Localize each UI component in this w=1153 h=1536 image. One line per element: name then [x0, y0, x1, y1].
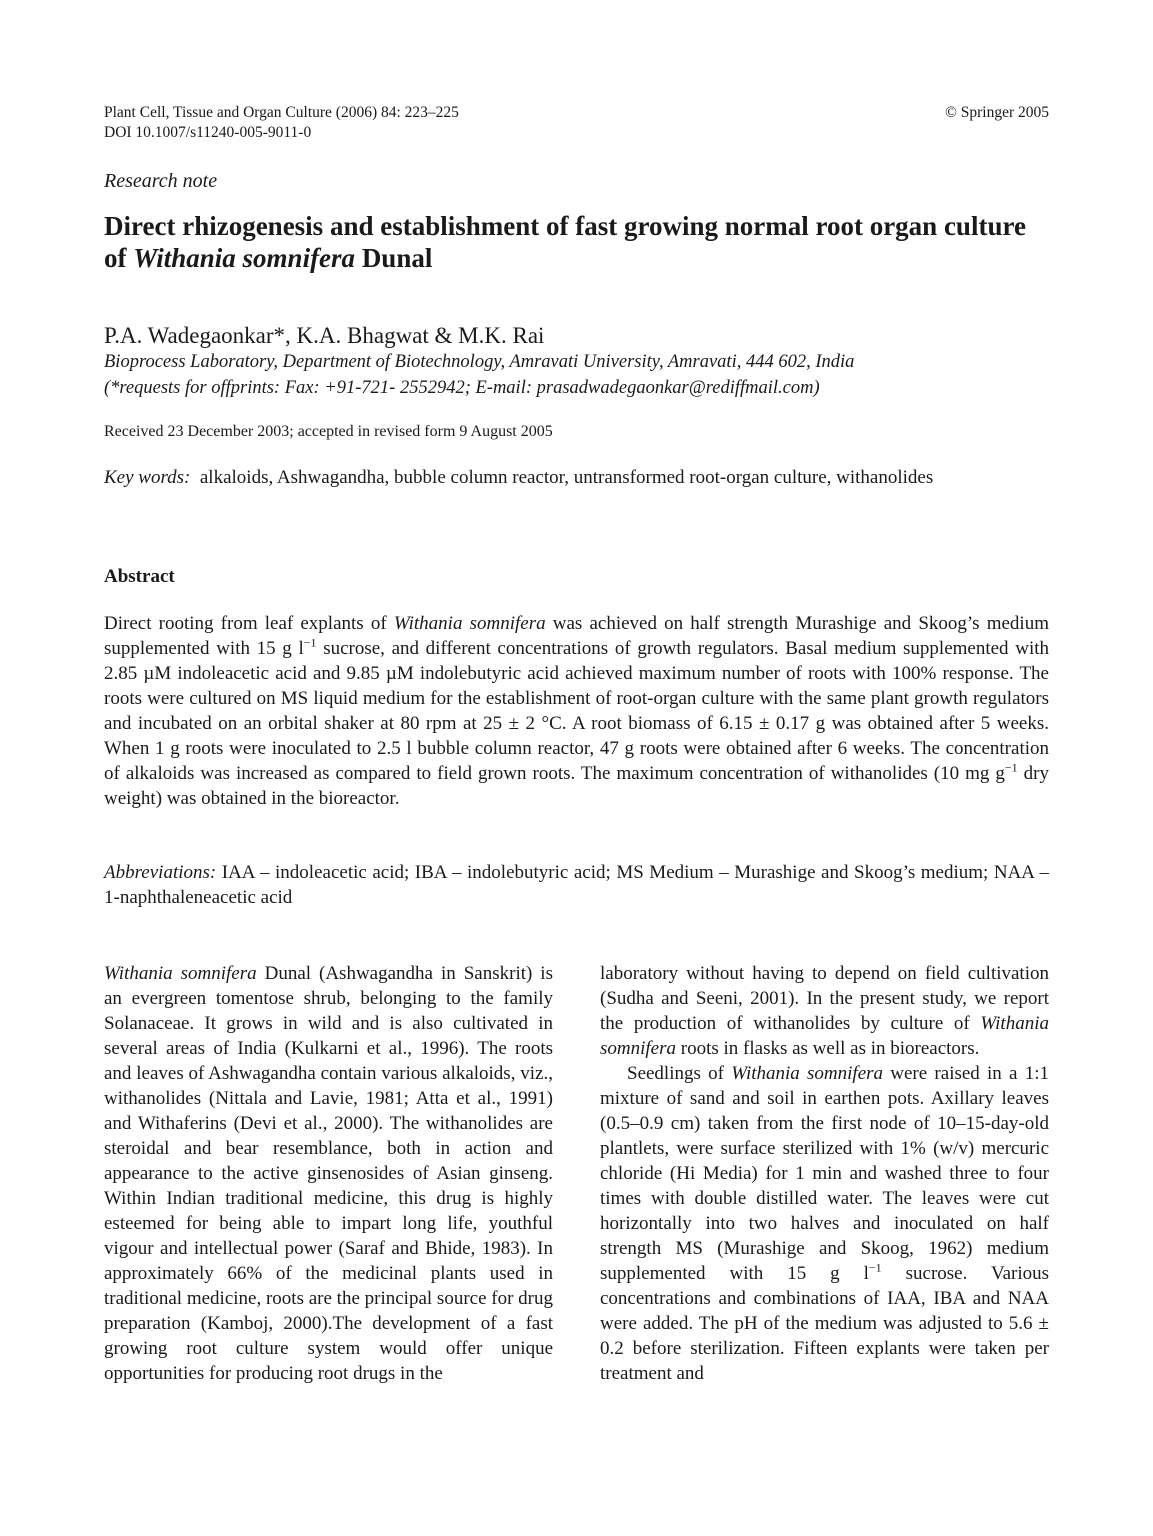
received-dates: Received 23 December 2003; accepted in revised form 9 August 2005	[104, 423, 553, 440]
superscript: −1	[868, 1260, 882, 1275]
body-text: sucrose. Various concentrations and combinations of IAA, IBA and NAA were added. The pH of the medium was adjusted to 5.6 ± 0.2 before sterilization. Fifteen explants were taken per treatment and	[600, 1263, 1050, 1384]
keywords	[104, 465, 1049, 490]
copyright: © Springer 2005	[945, 104, 1049, 121]
body-text: laboratory without having to depend on field cultivation (Sudha and Seeni, 2001). In the present study, we report the production of withanolides by culture of	[600, 963, 1049, 1034]
body-paragraph	[600, 961, 1049, 1061]
abstract-text: sucrose, and different concentrations of growth regulators. Basal medium supplemented with 2.85 µM indoleacetic acid and 9.85 µM indolebutyric acid achieved maximum number of roots with 100% response. The roots were cultured on MS liquid medium for the establishment of root-organ culture with the same plant growth regulators and incubated on an orbital shaker at 80 rpm at 25 ± 2 °C. A root biomass of 6.15 ± 0.17 g was obtained after 5 weeks. When 1 g roots were inoculated to 2.5 l bubble column reactor, 47 g roots were obtained after 6 weeks. The concentration of alkaloids was increased as compared to field grown roots. The maximum concentration of withanolides (10 mg g	[104, 638, 1050, 784]
abstract-text: Direct rooting from leaf explants of	[104, 613, 394, 634]
section-type: Research note	[104, 170, 218, 192]
body-species: Withania somnifera	[600, 1013, 1049, 1059]
abbreviations-text: IAA – indoleacetic acid; IBA – indolebutyric acid; MS Medium – Murashige and Skoog’s medium; NAA – 1-naphthaleneacetic acid	[104, 862, 1049, 908]
title-part2: Dunal	[355, 243, 433, 273]
affiliation: Bioprocess Laboratory, Department of Biotechnology, Amravati University, Amravati, 444 602, India	[104, 352, 855, 372]
abstract-heading: Abstract	[104, 566, 175, 587]
keywords-label: Key words:	[104, 467, 191, 488]
superscript: −1	[303, 635, 317, 650]
abbreviations-label: Abbreviations:	[104, 862, 217, 883]
body-text: were raised in a 1:1 mixture of sand and soil in earthen pots. Axillary leaves (0.5–0.9 cm) taken from the first node of 10–15-day-old plantlets, were surface sterilized with 1% (w/v) mercuric chloride (Hi Media) for 1 min and washed three to four times with double distilled water. The leaves were cut horizontally into two halves and inoculated on half strength MS (Murashige and Skoog, 1962) medium supplemented with 15 g l	[600, 1063, 1049, 1284]
article-title	[104, 210, 1054, 274]
abstract-species: Withania somnifera	[393, 613, 546, 634]
abstract-body	[104, 611, 1049, 811]
body-text: roots in flasks as well as in bioreactors.	[676, 1038, 980, 1059]
journal-citation: Plant Cell, Tissue and Organ Culture (2006) 84: 223–225	[104, 104, 459, 121]
body-text: Dunal (Ashwagandha in Sanskrit) is an evergreen tomentose shrub, belonging to the family Solanaceae. It grows in wild and is also cultivated in several areas of India (Kulkarni et al., 1996). The roots and leaves of Ashwagandha contain various alkaloids, viz., withanolides (Nittala and Lavie, 1981; Atta et al., 1991) and Withaferins (Devi et al., 2000). The withanolides are steroidal and bear resemblance, both in action and appearance to the active ginsenosides of Asian ginseng. Within Indian traditional medicine, this drug is highly esteemed for being able to impart long life, youthful vigour and intellectual power (Saraf and Bhide, 1983). In approximately 66% of the medicinal plants used in traditional medicine, roots are the principal source for drug preparation (Kamboj, 2000).The development of a fast growing root culture system would offer unique opportunities for producing root drugs in the	[104, 963, 553, 1384]
body-text: Seedlings of	[627, 1063, 732, 1084]
contact-info: (*requests for offprints: Fax: +91-721- 2552942; E-mail: prasadwadegaonkar@rediffmail.com)	[104, 378, 820, 398]
doi: DOI 10.1007/s11240-005-9011-0	[104, 124, 312, 141]
body-column-left	[104, 961, 553, 1386]
title-part1: Direct rhizogenesis and establishment of fast growing normal root organ culture of	[104, 211, 1026, 273]
abstract-text: was achieved on half strength Murashige and Skoog’s medium supplemented with 15 g l	[104, 613, 1049, 659]
body-paragraph	[104, 961, 553, 1386]
abstract-text: dry weight) was obtained in the bioreactor.	[104, 763, 1049, 809]
body-column-right	[600, 961, 1049, 1386]
authors: P.A. Wadegaonkar*, K.A. Bhagwat & M.K. Rai	[104, 323, 545, 348]
abbreviations	[104, 860, 1049, 910]
body-species: Withania somnifera	[731, 1063, 884, 1084]
body-species: Withania somnifera	[104, 963, 257, 984]
superscript: −1	[1004, 760, 1018, 775]
title-species: Withania somnifera	[133, 243, 356, 273]
keywords-text: alkaloids, Ashwagandha, bubble column reactor, untransformed root-organ culture, withanolides	[199, 467, 934, 488]
body-paragraph	[600, 1061, 1049, 1386]
